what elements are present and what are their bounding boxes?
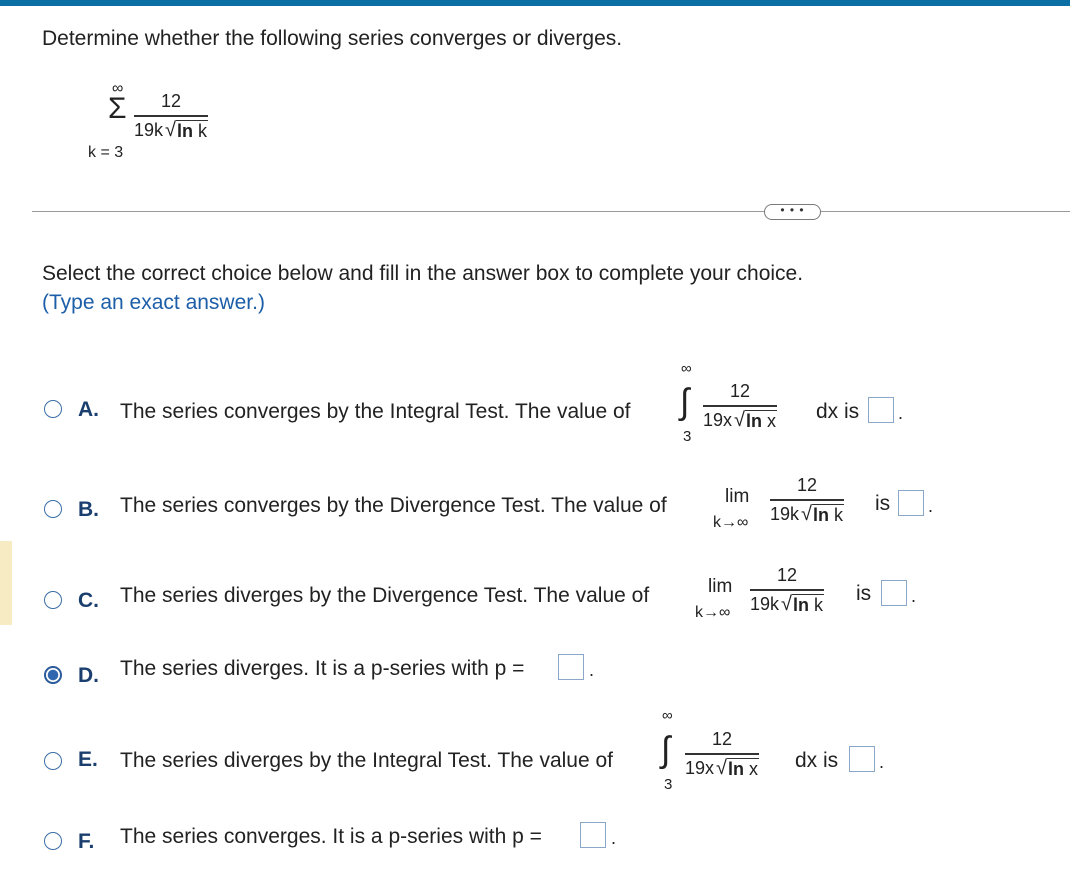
option-a-text: The series converges by the Integral Test. The value of bbox=[120, 400, 631, 423]
period: . bbox=[928, 496, 934, 516]
section-divider bbox=[32, 211, 1070, 212]
sqrt-radicand bbox=[176, 120, 208, 141]
option-e-text: The series diverges by the Integral Test. The value of bbox=[120, 749, 613, 772]
period: . bbox=[898, 403, 904, 423]
answer-box-b[interactable] bbox=[898, 490, 924, 516]
limit-subscript: k→∞ bbox=[713, 514, 749, 531]
more-options-button[interactable]: • • • bbox=[764, 204, 821, 220]
answer-box-a[interactable] bbox=[868, 397, 894, 423]
sqrt-radicand bbox=[727, 758, 759, 779]
den-prefix: 19x bbox=[685, 757, 715, 778]
period: . bbox=[879, 752, 885, 772]
sqrt-sign-icon: √ bbox=[801, 502, 813, 525]
fraction-numerator: 12 bbox=[777, 565, 798, 585]
question-text: Determine whether the following series converges or diverges. bbox=[42, 27, 623, 50]
ln-text: ln bbox=[793, 594, 810, 615]
fraction-numerator: 12 bbox=[730, 381, 751, 401]
limit-subscript: k→∞ bbox=[695, 604, 731, 621]
limit-word: lim bbox=[708, 576, 733, 597]
square-root bbox=[163, 119, 208, 141]
radio-e[interactable] bbox=[44, 752, 62, 770]
answer-box-d[interactable] bbox=[558, 654, 584, 680]
period: . bbox=[911, 586, 917, 606]
integral-sign-icon: ∫ bbox=[661, 730, 671, 770]
sqrt-sign-icon: √ bbox=[716, 756, 728, 779]
square-root bbox=[779, 593, 824, 615]
integral-sign-icon: ∫ bbox=[680, 382, 690, 422]
answer-box-e[interactable] bbox=[849, 746, 875, 772]
fraction-denominator bbox=[770, 501, 844, 525]
fraction-numerator: 12 bbox=[797, 475, 818, 495]
option-b-fraction bbox=[770, 474, 844, 525]
square-root bbox=[732, 409, 777, 431]
integral-lower-limit: 3 bbox=[683, 428, 692, 445]
fraction-denominator bbox=[685, 755, 759, 779]
integral-lower-limit: 3 bbox=[664, 776, 673, 793]
series-fraction bbox=[134, 90, 208, 141]
ln-text: ln bbox=[177, 120, 194, 141]
hint-text: (Type an exact answer.) bbox=[42, 291, 265, 314]
den-prefix: 19k bbox=[770, 503, 800, 524]
radicand-var: x bbox=[749, 758, 759, 779]
fraction-denominator bbox=[703, 407, 777, 431]
den-prefix: 19k bbox=[750, 593, 780, 614]
option-letter-e: E. bbox=[78, 748, 98, 771]
sqrt-radicand bbox=[745, 410, 777, 431]
square-root bbox=[799, 503, 844, 525]
option-d-text: The series diverges. It is a p-series with p = bbox=[120, 657, 525, 680]
period: . bbox=[589, 660, 595, 680]
period: . bbox=[611, 828, 617, 848]
series-denominator bbox=[134, 117, 208, 141]
sum-upper-limit: ∞ bbox=[112, 80, 124, 97]
fraction-denominator bbox=[750, 591, 824, 615]
option-a-fraction bbox=[703, 380, 777, 431]
sqrt-radicand bbox=[792, 594, 824, 615]
den-prefix: 19x bbox=[703, 409, 733, 430]
sqrt-sign-icon: √ bbox=[734, 408, 746, 431]
ln-text: ln bbox=[746, 410, 763, 431]
option-letter-c: C. bbox=[78, 589, 99, 612]
radicand-var: k bbox=[834, 504, 844, 525]
series-numerator: 12 bbox=[161, 91, 182, 111]
option-c-suffix: is bbox=[856, 582, 872, 605]
option-b-suffix: is bbox=[875, 492, 891, 515]
option-c-fraction bbox=[750, 564, 824, 615]
answer-box-c[interactable] bbox=[881, 580, 907, 606]
radio-d[interactable] bbox=[44, 666, 62, 684]
option-f-text: The series converges. It is a p-series with p = bbox=[120, 825, 542, 848]
sum-lower-limit: k = 3 bbox=[88, 144, 124, 161]
square-root bbox=[714, 757, 759, 779]
den-prefix: 19k bbox=[134, 119, 164, 140]
sqrt-sign-icon: √ bbox=[165, 118, 177, 141]
option-e-suffix: dx is bbox=[795, 749, 839, 772]
ln-text: ln bbox=[813, 504, 830, 525]
sqrt-sign-icon: √ bbox=[781, 592, 793, 615]
option-letter-d: D. bbox=[78, 664, 99, 687]
left-highlight-marker bbox=[0, 541, 12, 625]
radio-f[interactable] bbox=[44, 832, 62, 850]
top-accent-bar bbox=[0, 0, 1070, 6]
sqrt-radicand bbox=[812, 504, 844, 525]
instruction-text: Select the correct choice below and fill in the answer box to complete your choice. bbox=[42, 262, 804, 285]
integral-upper-limit: ∞ bbox=[662, 707, 673, 724]
ln-text: ln bbox=[728, 758, 745, 779]
radicand-var: k bbox=[814, 594, 824, 615]
option-letter-f: F. bbox=[78, 830, 95, 853]
option-letter-b: B. bbox=[78, 498, 99, 521]
radio-b[interactable] bbox=[44, 500, 62, 518]
radio-c[interactable] bbox=[44, 591, 62, 609]
option-letter-a: A. bbox=[78, 398, 99, 421]
radio-a[interactable] bbox=[44, 400, 62, 418]
radicand-var: x bbox=[767, 410, 777, 431]
option-e-fraction bbox=[685, 728, 759, 779]
radicand-var: k bbox=[198, 120, 208, 141]
option-c-text: The series diverges by the Divergence Test. The value of bbox=[120, 584, 650, 607]
option-a-suffix: dx is bbox=[816, 400, 860, 423]
sigma-symbol: Σ bbox=[108, 92, 127, 125]
fraction-numerator: 12 bbox=[712, 729, 733, 749]
answer-box-f[interactable] bbox=[580, 822, 606, 848]
option-b-text: The series converges by the Divergence Test. The value of bbox=[120, 494, 667, 517]
limit-word: lim bbox=[725, 486, 750, 507]
integral-upper-limit: ∞ bbox=[681, 360, 692, 377]
